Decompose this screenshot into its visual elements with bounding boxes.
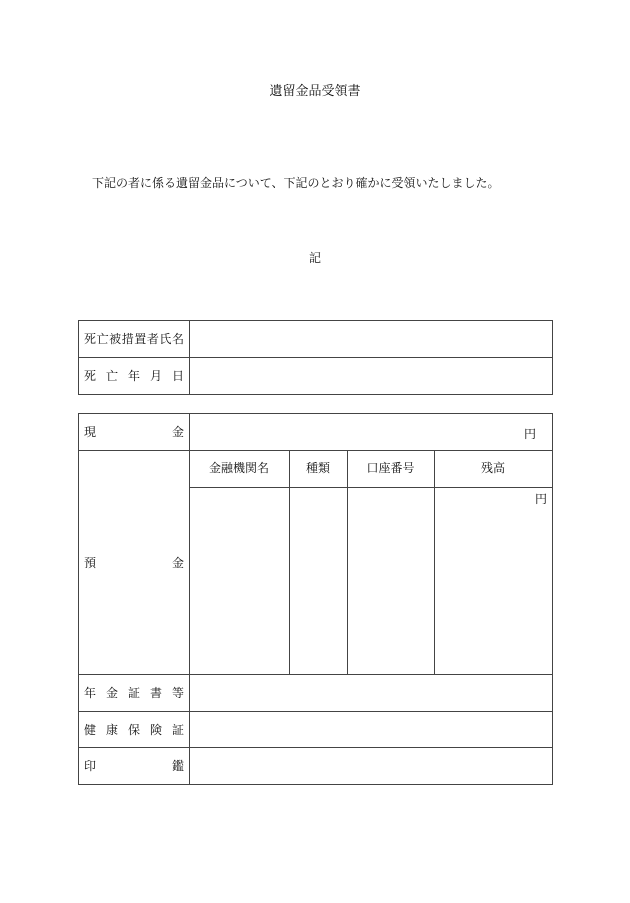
label-char: 鑑 bbox=[171, 759, 184, 773]
label-char: 年 bbox=[84, 686, 97, 700]
header-account-number: 口座番号 bbox=[366, 461, 415, 475]
header-balance: 残高 bbox=[480, 461, 505, 475]
label-char: 健 bbox=[84, 723, 97, 737]
label-char: 証 bbox=[127, 686, 140, 700]
table-border bbox=[189, 320, 190, 395]
table-border bbox=[552, 320, 553, 395]
label-char: 死 bbox=[84, 332, 97, 346]
label-char: 金 bbox=[171, 556, 184, 570]
label-char: 死 bbox=[84, 369, 97, 383]
table-border bbox=[78, 394, 553, 395]
ki-heading: 記 bbox=[308, 251, 321, 265]
label-char: 措 bbox=[121, 332, 134, 346]
header-type: 種類 bbox=[305, 461, 330, 475]
label-char: 証 bbox=[171, 723, 184, 737]
intro-text: 下記の者に係る遺留金品について、下記のとおり確かに受領いたしました。 bbox=[92, 176, 500, 190]
label-char: 現 bbox=[84, 425, 97, 439]
balance-unit: 円 bbox=[535, 492, 548, 506]
label-char: 者 bbox=[146, 332, 159, 346]
label-char: 日 bbox=[171, 369, 184, 383]
label-char: 書 bbox=[149, 686, 162, 700]
label-char: 預 bbox=[84, 556, 97, 570]
label-char: 月 bbox=[149, 369, 162, 383]
label-char: 被 bbox=[109, 332, 122, 346]
seal-label bbox=[84, 747, 184, 784]
table-border bbox=[552, 413, 553, 785]
label-char: 印 bbox=[84, 759, 97, 773]
deposit-label bbox=[84, 544, 184, 581]
table-border bbox=[78, 413, 79, 785]
deceased-name-label bbox=[84, 320, 184, 357]
label-char: 氏 bbox=[159, 332, 172, 346]
table-border bbox=[78, 320, 79, 395]
label-char: 康 bbox=[105, 723, 118, 737]
label-char: 金 bbox=[171, 425, 184, 439]
label-char: 険 bbox=[149, 723, 162, 737]
label-char: 亡 bbox=[105, 369, 118, 383]
label-char: 等 bbox=[171, 686, 184, 700]
label-char: 名 bbox=[171, 332, 184, 346]
document-title: 遺留金品受領書 bbox=[269, 84, 361, 99]
label-char: 金 bbox=[105, 686, 118, 700]
label-char: 年 bbox=[127, 369, 140, 383]
date-of-death-label bbox=[84, 357, 184, 394]
pension-certificate-label bbox=[84, 674, 184, 711]
health-insurance-label bbox=[84, 711, 184, 748]
label-char: 置 bbox=[134, 332, 147, 346]
label-char: 亡 bbox=[96, 332, 109, 346]
cash-unit: 円 bbox=[524, 427, 537, 441]
cash-label bbox=[84, 413, 184, 450]
label-char: 保 bbox=[127, 723, 140, 737]
table-border bbox=[189, 487, 553, 488]
header-bank-name: 金融機関名 bbox=[208, 461, 269, 475]
table-border bbox=[78, 784, 553, 785]
